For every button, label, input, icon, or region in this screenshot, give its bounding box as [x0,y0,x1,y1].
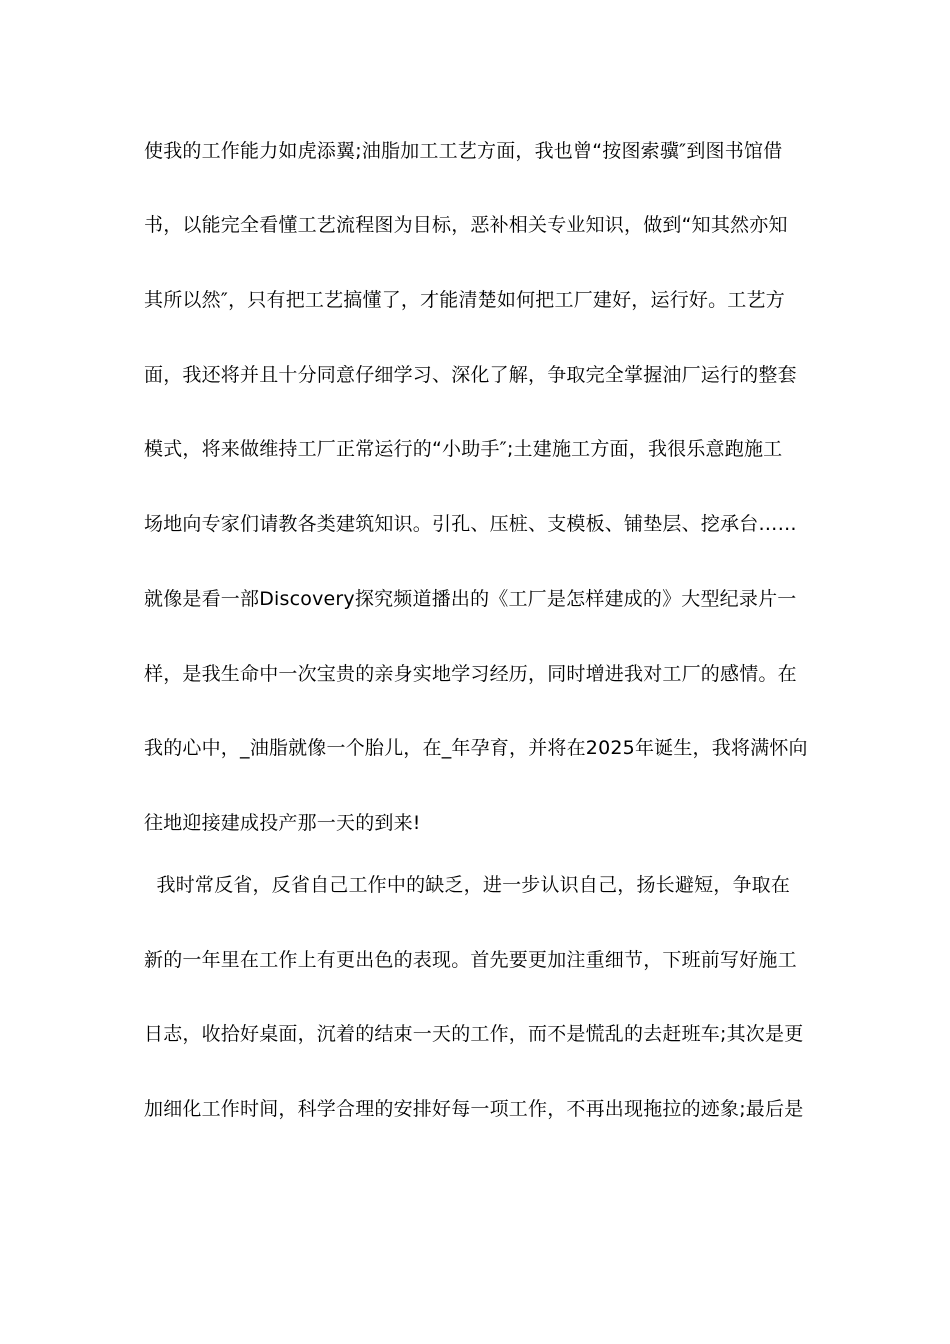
text-line: 样，是我生命中一次宝贵的亲身实地学习经历，同时增进我对工厂的感情。在 [144,663,797,685]
text-line: 加细化工作时间，科学合理的安排好每一项工作，不再出现拖拉的迹象;最后是 [144,1098,804,1120]
text-line: 书，以能完全看懂工艺流程图为目标，恶补相关专业知识，做到“知其然亦知 [144,214,788,236]
text-line: 日志，收拾好桌面，沉着的结束一天的工作，而不是慌乱的去赶班车;其次是更 [144,1023,804,1045]
text-line: 其所以然″，只有把工艺搞懂了，才能清楚如何把工厂建好，运行好。工艺方 [144,289,785,311]
text-line: 我的心中，_油脂就像一个胎儿，在_年孕育，并将在2025年诞生，我将满怀向 [144,737,808,759]
text-line: 面，我还将并且十分同意仔细学习、深化了解，争取完全掌握油厂运行的整套 [144,364,797,386]
text-line: 往地迎接建成投产那一天的到来! [144,812,421,834]
text-line: 新的一年里在工作上有更出色的表现。首先要更加注重细节，下班前写好施工 [144,949,797,971]
text-line: 使我的工作能力如虎添翼;油脂加工工艺方面，我也曾“按图索骥″到图书馆借 [144,140,783,162]
text-line: 就像是看一部Discovery探究频道播出的《工厂是怎样建成的》大型纪录片一 [144,588,797,610]
text-line: 场地向专家们请教各类建筑知识。引孔、压桩、支模板、铺垫层、挖承台…… [144,513,797,535]
paragraph-first-line: 我时常反省，反省自己工作中的缺乏，进一步认识自己，扬长避短，争取在 [144,874,791,896]
text-line: 模式，将来做维持工厂正常运行的“小助手″;土建施工方面，我很乐意跑施工 [144,438,783,460]
